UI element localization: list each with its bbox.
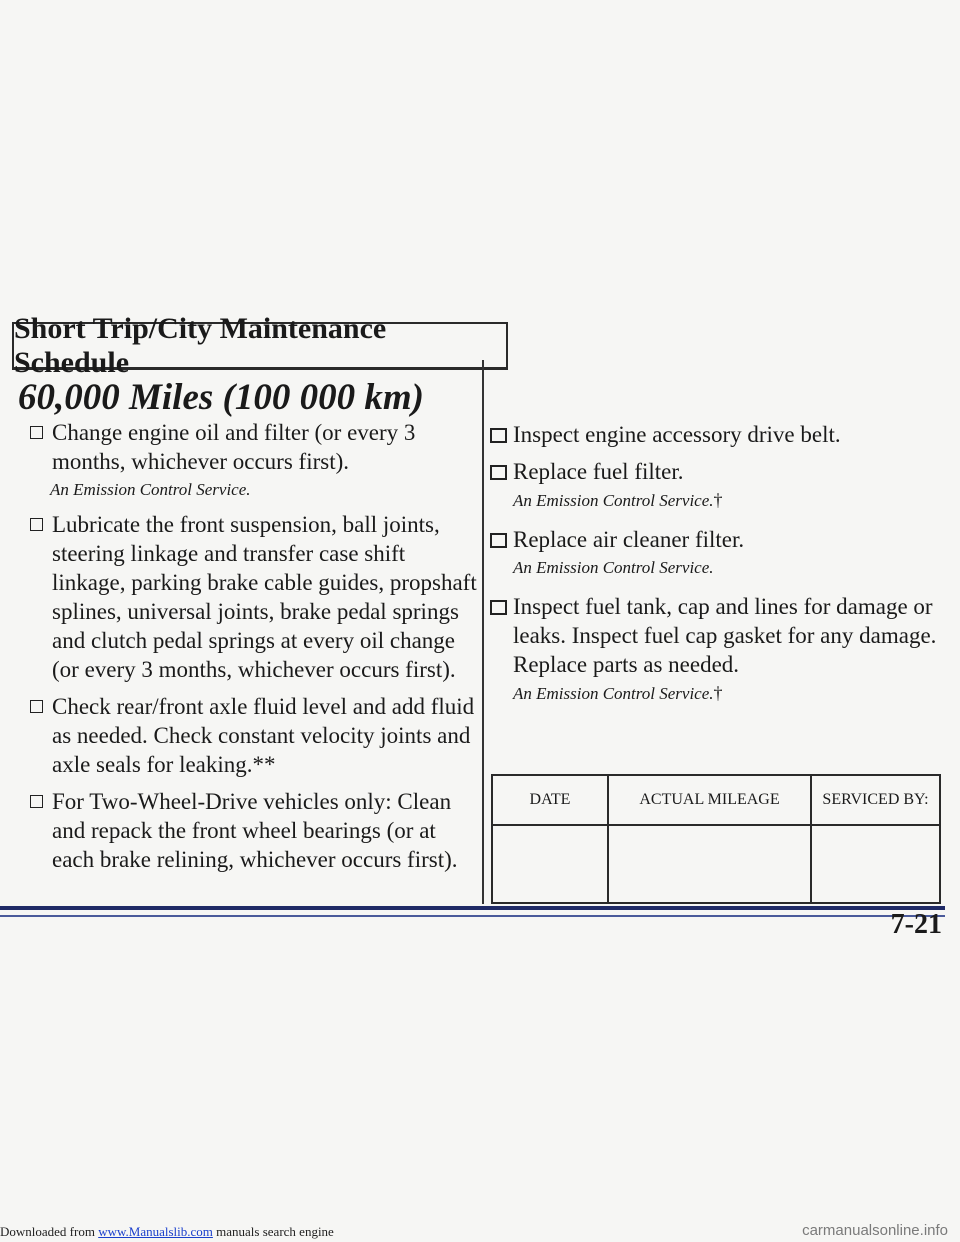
column-divider bbox=[482, 360, 484, 904]
table-header-serviced-by: SERVICED BY: bbox=[810, 776, 939, 826]
serviced-by-cell[interactable] bbox=[810, 826, 939, 902]
checkbox[interactable] bbox=[490, 465, 507, 480]
item-text: Inspect fuel tank, cap and lines for damage or leaks. Inspect fuel cap gasket for any damage. Replace parts as needed. bbox=[513, 594, 937, 677]
item-text: Inspect engine accessory drive belt. bbox=[513, 422, 841, 447]
date-cell[interactable] bbox=[493, 826, 607, 902]
checkbox[interactable] bbox=[490, 600, 507, 615]
right-column bbox=[490, 420, 945, 718]
item-text: Replace air cleaner filter. bbox=[513, 527, 745, 552]
download-footer: Downloaded from www.Manualslib.com manuals search engine bbox=[0, 1224, 334, 1239]
mileage-cell[interactable] bbox=[607, 826, 810, 902]
item-text: For Two-Wheel-Drive vehicles only: Clean and repack the front wheel bearings (or at each brake relining, whichever occurs first). bbox=[52, 789, 458, 872]
manualslib-link[interactable]: www.Manualslib.com bbox=[98, 1224, 213, 1239]
item-note: An Emission Control Service. bbox=[513, 558, 714, 577]
list-item bbox=[28, 510, 480, 684]
checkbox[interactable] bbox=[490, 428, 507, 443]
checkbox[interactable] bbox=[490, 533, 507, 548]
item-text: Lubricate the front suspension, ball joints, steering linkage and transfer case shift linkage, parking brake cable guides, propshaft splines, universal joints, brake pedal springs and clutch pedal springs at every oil change (or every 3 months, whichever occurs first). bbox=[52, 512, 477, 682]
item-note: An Emission Control Service.† bbox=[513, 683, 723, 703]
list-item bbox=[28, 692, 480, 779]
footer-rule-thin bbox=[0, 915, 945, 917]
list-item bbox=[28, 787, 480, 874]
item-text: Check rear/front axle fluid level and add fluid as needed. Check constant velocity joints and axle seals for leaking.** bbox=[52, 694, 475, 777]
service-record-table bbox=[491, 774, 941, 904]
page-number: 7-21 bbox=[890, 909, 942, 940]
schedule-header bbox=[12, 311, 508, 379]
table-header-date: DATE bbox=[493, 776, 607, 826]
item-note: An Emission Control Service. bbox=[50, 480, 251, 499]
item-text: Change engine oil and filter (or every 3 months, whichever occurs first). bbox=[52, 420, 416, 474]
checkbox[interactable] bbox=[30, 426, 43, 439]
item-text: Replace fuel filter. bbox=[513, 459, 684, 484]
checkbox[interactable] bbox=[30, 700, 43, 713]
dagger-mark: † bbox=[713, 683, 723, 703]
item-note: An Emission Control Service.† bbox=[513, 490, 723, 510]
list-item bbox=[490, 420, 945, 449]
list-item bbox=[490, 592, 945, 704]
watermark: carmanualsonline.info bbox=[802, 1222, 948, 1239]
section-title: 60,000 Miles (100 000 km) bbox=[18, 377, 424, 418]
checkbox[interactable] bbox=[30, 795, 43, 808]
list-item bbox=[490, 457, 945, 511]
table-header-mileage: ACTUAL MILEAGE bbox=[607, 776, 810, 826]
list-item bbox=[490, 525, 945, 578]
footer-rule bbox=[0, 906, 945, 910]
left-column bbox=[28, 418, 480, 882]
dagger-mark: † bbox=[713, 490, 723, 510]
list-item bbox=[28, 418, 480, 500]
checkbox[interactable] bbox=[30, 518, 43, 531]
schedule-header-title: Short Trip/City Maintenance Schedule bbox=[14, 311, 387, 379]
